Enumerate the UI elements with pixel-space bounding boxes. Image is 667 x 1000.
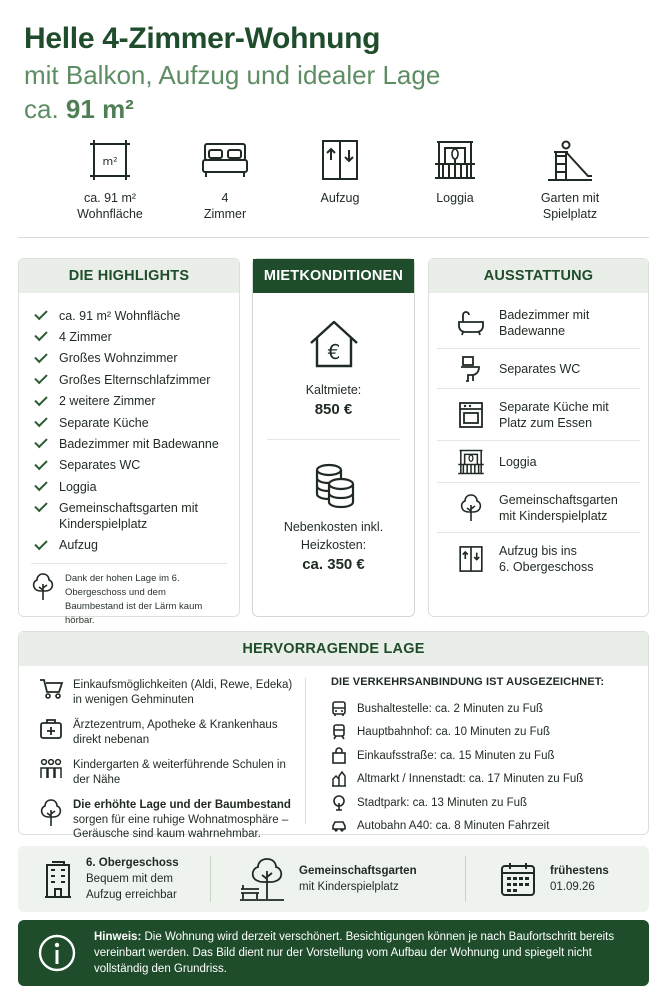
verkehr-item <box>331 744 641 768</box>
strip-floor-text1: Bequem mit dem <box>86 873 173 885</box>
strip-date-title: frühestens <box>550 865 609 877</box>
train-icon <box>331 724 347 740</box>
toilet-icon <box>457 355 485 383</box>
verkehr-text: Bushaltestelle: ca. 2 Minuten zu Fuß <box>357 702 544 715</box>
lage-item-schools <box>39 758 301 787</box>
feature-area-line2: Wohnfläche <box>77 207 143 221</box>
svg-text:€: € <box>327 340 340 364</box>
lage-title: HERVORRAGENDE LAGE <box>19 632 648 666</box>
stove-icon <box>457 401 485 429</box>
miete-divider <box>267 439 400 440</box>
verkehr-text: Hauptbahnhof: ca. 10 Minuten zu Fuß <box>357 726 551 739</box>
highlights-card <box>18 258 240 626</box>
ausstattung-list <box>429 293 648 585</box>
list-item <box>437 483 640 533</box>
cart-icon <box>39 678 63 700</box>
highlights-list <box>19 293 239 556</box>
list-item <box>437 533 640 585</box>
tree-icon <box>457 493 485 523</box>
hint-text <box>94 929 633 977</box>
nebenkosten-label-1: Nebenkosten inkl. <box>283 520 384 534</box>
hint-body: Die Wohnung wird derzeit verschönert. Besichtigungen können je nach Baufortschritt bereits vereinbart werden. Das Bild dient nur der Vorstellung vom Aufbau der Wohnung und spiegelt nicht vollständig den Grundriss. <box>94 931 615 975</box>
ausst-line2: Platz zum Essen <box>499 415 593 430</box>
list-item: Separate Küche <box>33 412 225 433</box>
list-item: Großes Wohnzimmer <box>33 348 225 369</box>
verkehr-text: Stadtpark: ca. 13 Minuten zu Fuß <box>357 796 528 809</box>
highlights-title: DIE HIGHLIGHTS <box>19 259 239 293</box>
list-item: Gemeinschaftsgarten mit Kinderspielplatz <box>33 497 225 534</box>
bus-icon <box>331 701 347 717</box>
kaltmiete-block <box>253 317 414 419</box>
verkehr-item <box>331 791 641 815</box>
ausst-line1: Loggia <box>499 454 537 469</box>
hint-label: Hinweis: <box>94 931 142 943</box>
lage-right <box>331 676 641 838</box>
verkehr-text: Einkaufsstraße: ca. 15 Minuten zu Fuß <box>357 749 555 762</box>
svg-text:m²: m² <box>102 155 118 168</box>
tree-icon <box>39 798 63 828</box>
list-item: Aufzug <box>33 535 225 556</box>
verkehr-text: Autobahn A40: ca. 8 Minuten Fahrzeit <box>357 820 550 833</box>
elevator-icon <box>320 138 360 182</box>
info-icon <box>38 934 76 972</box>
loggia-icon <box>457 448 485 476</box>
nebenkosten-value: ca. 350 € <box>302 556 365 573</box>
ausst-line1: Aufzug bis ins <box>499 544 577 558</box>
verkehr-item <box>331 768 641 792</box>
kaltmiete-label: Kaltmiete: <box>305 383 362 397</box>
feature-area <box>55 138 165 222</box>
garden-bench-icon <box>239 857 285 901</box>
feature-loggia-line1: Loggia <box>436 191 474 205</box>
medical-icon <box>39 718 63 740</box>
size-line <box>24 94 134 125</box>
list-item <box>437 441 640 483</box>
house-euro-icon <box>307 317 361 371</box>
list-item: 2 weitere Zimmer <box>33 391 225 412</box>
feature-rooms-line1: 4 <box>221 191 229 205</box>
calendar-icon <box>500 861 536 897</box>
bed-icon <box>201 138 249 182</box>
kaltmiete-value: 850 € <box>314 401 353 418</box>
strip-garden-text: mit Kinderspielplatz <box>299 881 399 893</box>
ausstattung-card <box>428 258 649 617</box>
people-icon <box>39 758 63 780</box>
strip-garden-title: Gemeinschaftsgarten <box>299 865 417 877</box>
lage-text: Ärztezentrum, Apotheke & Krankenhaus direkt nebenan <box>73 719 278 746</box>
lage-text: Einkaufsmöglichkeiten (Aldi, Rewe, Edeka) in wenigen Gehminuten <box>73 679 293 706</box>
miete-title: MIETKONDITIONEN <box>253 259 414 293</box>
header-divider <box>18 237 649 238</box>
feature-loggia <box>400 138 510 222</box>
lage-text-bold: Die erhöhte Lage und der Baumbestand <box>73 799 291 811</box>
list-item: 4 Zimmer <box>33 326 225 347</box>
verkehr-item <box>331 815 641 839</box>
summary-strip <box>18 846 649 912</box>
loggia-icon <box>433 138 477 182</box>
car-icon <box>331 818 347 834</box>
list-item: Badezimmer mit Badewanne <box>33 433 225 454</box>
list-item: ca. 91 m² Wohnfläche <box>33 305 225 326</box>
feature-rooms-line2: Zimmer <box>203 207 247 221</box>
lage-item-medical <box>39 718 301 747</box>
feature-elevator-line1: Aufzug <box>320 191 360 205</box>
hint-box <box>18 920 649 986</box>
feature-playground-line2: Spielplatz <box>542 207 598 221</box>
verkehr-text: Altmarkt / Innenstadt: ca. 17 Minuten zu Fuß <box>357 773 584 786</box>
building-icon <box>44 860 72 898</box>
strip-date <box>500 861 609 897</box>
highlights-note <box>31 563 227 628</box>
ausst-line2: 6. Obergeschoss <box>499 560 594 574</box>
lage-text: sorgen für eine ruhige Wohnatmosphäre – Geräusche sind kaum wahrnehmbar. <box>73 813 289 840</box>
lage-divider <box>305 678 306 824</box>
ausst-line2: Badewanne <box>499 323 566 338</box>
size-value: 91 m² <box>65 94 134 124</box>
coins-icon <box>311 462 357 510</box>
miete-card <box>252 258 415 617</box>
feature-area-line1: ca. 91 m² <box>83 191 137 205</box>
list-item: Loggia <box>33 476 225 497</box>
strip-floor-text2: Aufzug erreichbar <box>86 889 177 901</box>
nebenkosten-label-2: Heizkosten: <box>300 538 367 552</box>
shopping-bag-icon <box>331 748 347 764</box>
lage-card <box>18 631 649 840</box>
strip-garden <box>239 857 465 901</box>
feature-rooms <box>170 138 280 222</box>
feature-elevator <box>285 138 395 222</box>
lage-item-shopping <box>39 678 301 707</box>
ausst-line1: Separate Küche mit <box>499 399 609 414</box>
strip-divider <box>465 856 466 902</box>
verkehr-title: DIE VERKEHRSANBINDUNG IST AUSGEZEICHNET: <box>331 676 605 688</box>
lage-text: Kindergarten & weiterführende Schulen in der Nähe <box>73 759 286 786</box>
strip-floor-title: 6. Obergeschoss <box>86 857 179 869</box>
ausstattung-title: AUSSTATTUNG <box>429 259 648 293</box>
highlights-note-text: Dank der hohen Lage im 6. Obergeschoss und dem Baumbestand ist der Lärm kaum hörbar. <box>65 573 203 626</box>
list-item <box>437 297 640 349</box>
strip-date-value: 01.09.26 <box>550 881 595 893</box>
list-item: Großes Elternschlafzimmer <box>33 369 225 390</box>
strip-floor <box>44 855 210 903</box>
park-icon <box>331 795 347 811</box>
nebenkosten-block <box>253 462 414 574</box>
list-item <box>437 389 640 441</box>
elevator-icon <box>457 545 485 573</box>
feature-playground-line1: Garten mit <box>540 191 600 205</box>
strip-divider <box>210 856 211 902</box>
ausst-line1: Separates WC <box>499 361 581 376</box>
bathtub-icon <box>457 310 485 336</box>
playground-icon <box>546 138 594 182</box>
lage-item-quiet <box>39 798 301 842</box>
feature-row <box>55 138 625 222</box>
old-town-icon <box>331 771 347 787</box>
verkehr-item <box>331 721 641 745</box>
tree-icon <box>31 572 55 602</box>
list-item <box>437 349 640 389</box>
ausst-line1: Gemeinschaftsgarten <box>499 492 618 507</box>
area-icon <box>88 138 132 182</box>
page-subtitle: mit Balkon, Aufzug und idealer Lage <box>24 60 441 90</box>
ausst-line2: mit Kinderspielplatz <box>499 508 608 523</box>
ausst-line1: Badezimmer mit <box>499 307 590 322</box>
page-title: Helle 4-Zimmer-Wohnung <box>24 22 381 55</box>
size-prefix: ca. <box>24 94 66 124</box>
verkehr-item <box>331 697 641 721</box>
list-item: Separates WC <box>33 455 225 476</box>
lage-left <box>39 678 301 853</box>
feature-playground <box>515 138 625 222</box>
